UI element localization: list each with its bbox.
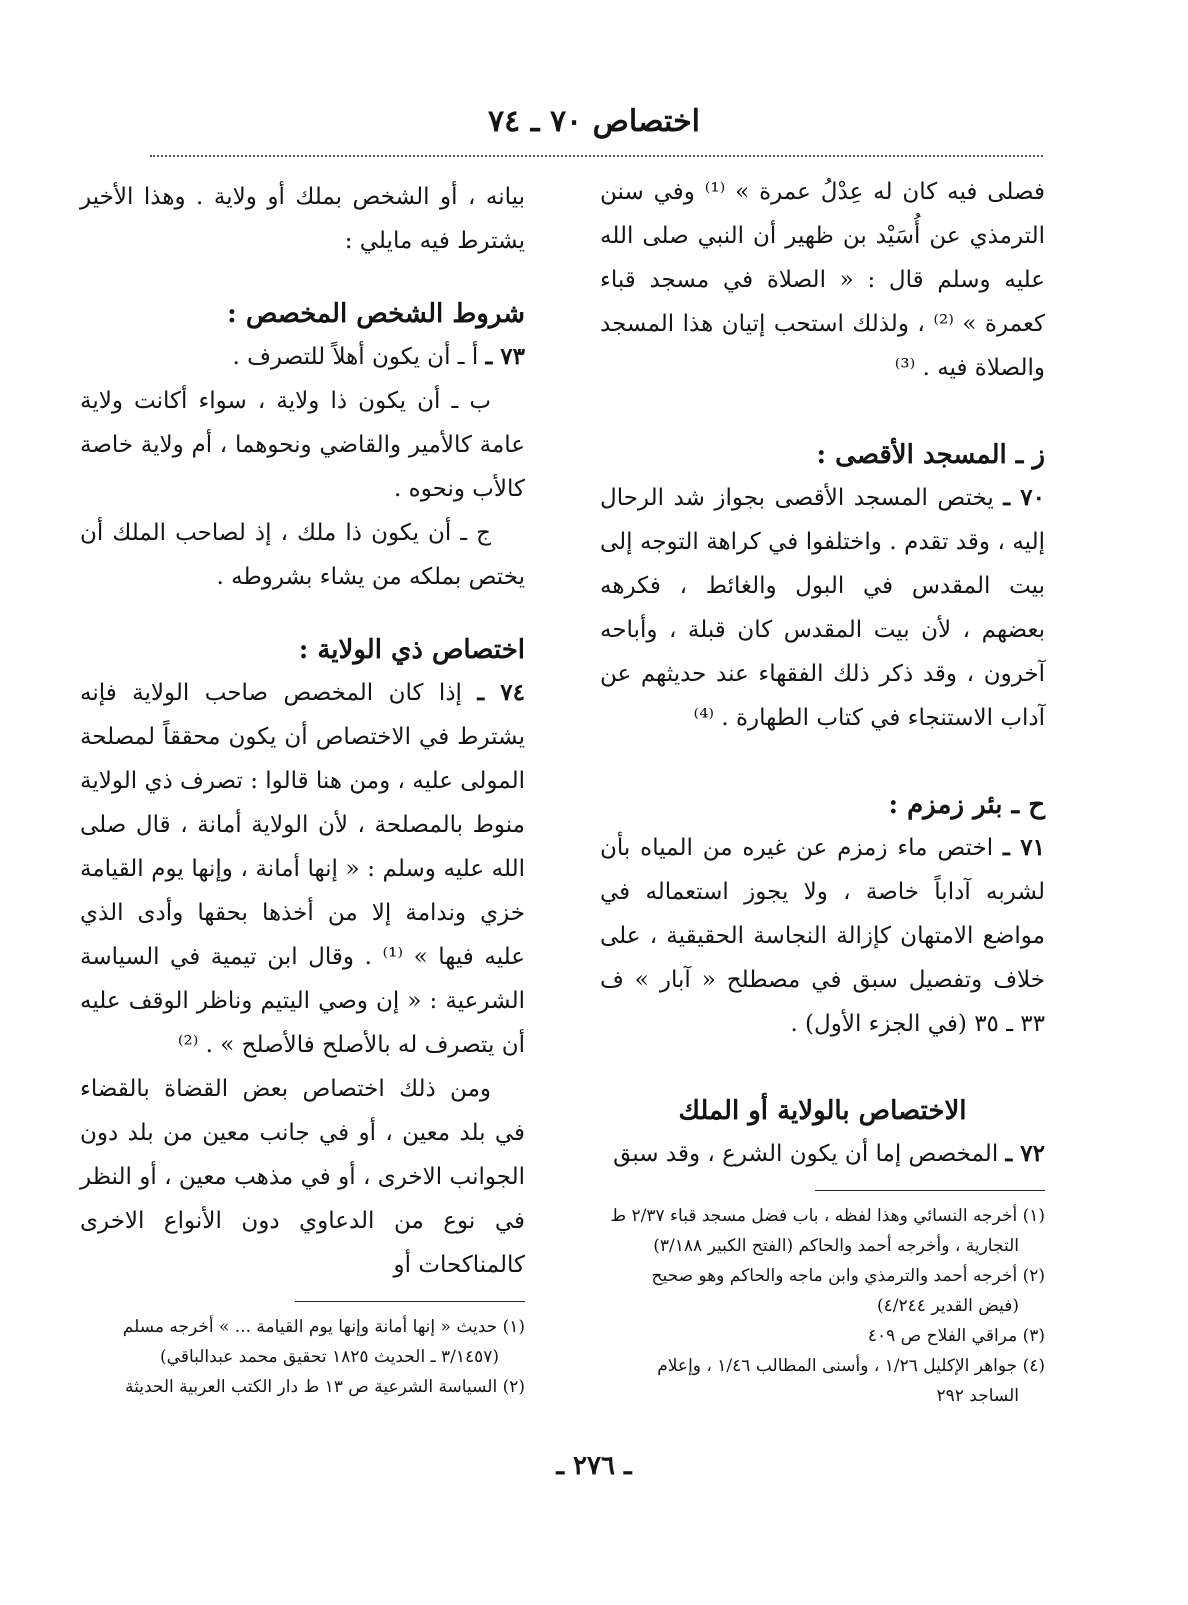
paragraph-71 — [600, 826, 1045, 1046]
footnote-line: (٣/١٤٥٧ ـ الحديث ١٨٢٥ تحقيق محمد عبدالباقي) — [160, 1347, 499, 1367]
paragraph-71-text: اختص ماء زمزم عن غيره من المياه بأن لشربه آداباً خاصة ، ولا يجوز استعماله في مواضع الامتهان كإزالة النجاسة الحقيقية ، على خلاف وتفصيل سبق في مصطلح « آبار » ف ٣٣ ـ ٣٥ (في الجزء الأول) . — [600, 835, 1045, 1037]
footnote-line: الساجد ٢٩٢ — [936, 1386, 1019, 1406]
footnote-line: (١) أخرجه النسائي وهذا لفظه ، باب فضل مسجد قباء ٢/٣٧ ط — [610, 1206, 1045, 1226]
paragraph-73-text: أ ـ أن يكون أهلاً للتصرف . — [232, 344, 479, 370]
header-dotted-rule — [150, 155, 1043, 157]
heading-wilaya-mulk: الاختصاص بالولاية أو الملك — [678, 1096, 967, 1126]
heading-shurut: شروط الشخص المخصص : — [227, 299, 525, 329]
paragraph-qada: ومن ذلك اختصاص بعض القضاة بالقضاء في بلد معين ، أو في جانب معين من بلد دون الجوانب الاخرى ، أو في مذهب معين ، أو النظر في نوع من الدعاوي دون الأنواع الاخرى كالمناكحات أو — [80, 1076, 525, 1278]
footnote-rule — [295, 1301, 525, 1302]
paragraph-70 — [600, 476, 1045, 740]
paragraph-number-71: ٧١ ـ — [1002, 834, 1045, 861]
paragraph-number-72: ٧٢ ـ — [1005, 1140, 1045, 1167]
footnote-line: (فيض القدير ٤/٢٤٤) — [877, 1296, 1019, 1316]
page-title: اختصاص ٧٠ ـ ٧٤ — [488, 104, 700, 139]
heading-ikhtisas-wilaya: اختصاص ذي الولاية : — [298, 635, 525, 665]
footnote-line: التجارية ، وأخرجه أحمد والحاكم (الفتح الكبير ٣/١٨٨) — [653, 1236, 1019, 1256]
paragraph-number-70: ٧٠ ـ — [1003, 484, 1046, 511]
paragraph-74-text: إذا كان المخصص صاحب الولاية فإنه يشترط في الاختصاص أن يكون محققاً لمصلحة المولى عليه ، ومن هنا قالوا : تصرف ذي الولاية منوط بالمصلحة ، لأن الولاية أمانة ، قال صلى الله عليه وسلم : « إنها أمانة ، وإنها يوم القيامة خزي وندامة إلا من أخذها بحقها وأدى الذي عليه فيها » ⁽¹⁾ . وقال ابن تيمية في السياسة الشرعية : « إن وصي اليتيم وناظر الوقف عليه أن يتصرف له بالأصلح فالأصلح » . ⁽²⁾ — [80, 680, 525, 1058]
paragraph-73-b: ب ـ أن يكون ذا ولاية ، سواء أكانت ولاية عامة كالأمير والقاضي ونحوهما ، أم ولاية خاصة كالأب ونحوه . — [80, 388, 525, 502]
paragraph-70-text: يختص المسجد الأقصى بجواز شد الرحال إليه ، وقد تقدم . واختلفوا في كراهة التوجه إلى بيت المقدس في البول والغائط ، فكرهه بعضهم ، لأن بيت المقدس كان قبلة ، وأباحه آخرون ، وقد ذكر ذلك الفقهاء عند حديثهم عن آداب الاستنجاء في كتاب الطهارة . ⁽⁴⁾ — [600, 485, 1045, 731]
footnote-line: (٢) السياسة الشرعية ص ١٣ ط دار الكتب العربية الحديثة — [124, 1377, 525, 1397]
footnote-line: (٤) جواهر الإكليل ١/٢٦ ، وأسنى المطالب ١/٤٦ ، وإعلام — [657, 1356, 1045, 1376]
page-number: ـ ٢٧٦ ـ — [556, 1451, 632, 1481]
footnote-rule — [815, 1190, 1045, 1191]
paragraph-quba-continuation: فصلى فيه كان له عِدْلُ عمرة » ⁽¹⁾ وفي سنن الترمذي عن أُسَيْد بن ظهير أن النبي صلى الله عليه وسلم قال : « الصلاة في مسجد قباء كعمرة » ⁽²⁾ ، ولذلك استحب إتيان هذا المسجد والصلاة فيه . ⁽³⁾ — [600, 179, 1045, 381]
paragraph-number-73: ٧٣ ـ — [485, 343, 525, 370]
heading-masjid-aqsa: ز ـ المسجد الأقصى : — [816, 440, 1045, 470]
footnote-line: (٢) أخرجه أحمد والترمذي وابن ماجه والحاكم وهو صحيح — [651, 1266, 1045, 1286]
paragraph-73-j: ج ـ أن يكون ذا ملك ، إذ لصاحب الملك أن يختص بملكه من يشاء بشروطه . — [80, 520, 525, 590]
paragraph-73 — [80, 335, 525, 379]
paragraph-number-74: ٧٤ ـ — [477, 679, 526, 706]
footnote-line: (٣) مراقي الفلاح ص ٤٠٩ — [867, 1326, 1045, 1346]
paragraph-72-text: المخصص إما أن يكون الشرع ، وقد سبق — [613, 1141, 999, 1167]
paragraph-72-continuation: بيانه ، أو الشخص بملك أو ولاية . وهذا الأخير يشترط فيه مايلي : — [80, 184, 525, 254]
footnote-line: (١) حديث « إنها أمانة وإنها يوم القيامة ... » أخرجه مسلم — [122, 1317, 525, 1337]
heading-bir-zamzam: ح ـ بئر زمزم : — [888, 790, 1045, 820]
left-column — [80, 175, 525, 1402]
right-column — [600, 170, 1045, 1411]
paragraph-72 — [600, 1132, 1045, 1176]
paragraph-74 — [80, 671, 525, 1067]
